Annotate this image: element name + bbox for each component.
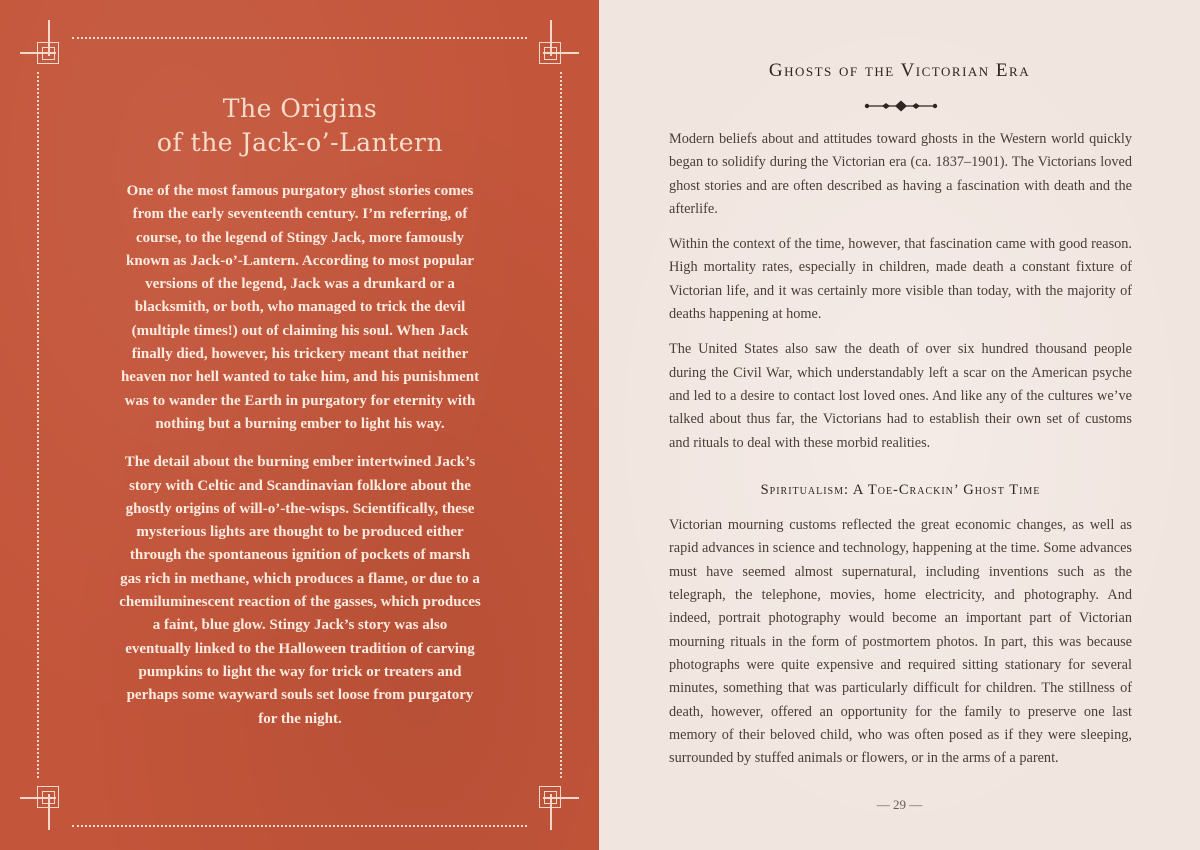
right-paragraph-4: Victorian mourning customs reflected the great economic changes, as well as rapid advances in science and technology, happening at the time. Some advances must have seemed almost supernatural, including inventions such as the telegraph, the telephone, movies, home electricity, and photography. And indeed, portrait photography would become an important part of Victorian mourning rituals in the form of postmortem photos. In part, this was because photographs were quite expensive and required sitting stationary for several minutes, something that was particularly difficult for children. The stillness of death, however, offered an opportunity for the family to preserve one last memory of their beloved child, who was often posed as if they were sleeping, surrounded by stuffed animals or flowers, or in the arms of a parent. — [669, 517, 1132, 767]
frame-stub — [550, 20, 552, 56]
frame-left-border — [37, 72, 39, 778]
left-paragraph-1: One of the most famous purgatory ghost stories comes from the early seventeenth century. I’m referring, of course, to the legend of Stingy Jack, more famously known as Jack-o’-Lantern. According to most popular versions of the legend, Jack was a drunkard or a blacksmith, or both, who managed to trick the devil (multiple times!) out of claiming his soul. When Jack finally died, however, his trickery meant that neither heaven nor hell wanted to take him, and his punishment was to wander the Earth in purgatory for eternity with nothing but a burning ember to light his way. — [120, 183, 480, 432]
frame-right-border — [560, 72, 562, 778]
page-number: — 29 — — [876, 797, 923, 812]
left-page — [0, 0, 599, 850]
frame-stub — [543, 797, 579, 799]
left-page-title — [60, 92, 540, 160]
right-paragraph-1: Modern beliefs about and attitudes toward ghosts in the Western world quickly began to solidify during the Victorian era (ca. 1837–1901). The Victorians loved ghost stories and are often described as having a fascination with death and the afterlife. — [669, 131, 1132, 217]
frame-stub — [543, 52, 579, 54]
frame-stub — [48, 794, 50, 830]
frame-top-border — [72, 37, 527, 39]
section-subheading: Spiritualism: A Toe-Crackin’ Ghost Time — [760, 481, 1041, 498]
frame-stub — [20, 52, 56, 54]
left-page-body — [118, 180, 482, 746]
right-page — [599, 0, 1200, 850]
right-page-title: Ghosts of the Victorian Era — [768, 60, 1031, 81]
ornament-divider-icon — [863, 100, 939, 112]
right-paragraph-2: Within the context of the time, however, that fascination came with good reason. High mortality rates, especially in children, made death a constant fixture of Victorian life, and it was certainly more visible than today, with the majority of deaths happening at home. — [669, 236, 1132, 323]
frame-stub — [48, 20, 50, 56]
left-page-title-line-2: of the Jack-o’-Lantern — [156, 128, 444, 157]
frame-bottom-border — [72, 825, 527, 827]
frame-stub — [550, 794, 552, 830]
frame-stub — [20, 797, 56, 799]
right-paragraph-3: The United States also saw the death of over six hundred thousand people during the Civil War, which understandably left a scar on the American psyche and led to a desire to contact lost loved ones. And like any of the cultures we’ve talked about thus far, the Victorians had to establish their own set of customs and rituals to deal with these morbid realities. — [669, 341, 1132, 451]
right-page-body — [669, 128, 1132, 782]
left-page-title-line-1: The Origins — [222, 94, 378, 123]
left-paragraph-2: The detail about the burning ember intertwined Jack’s story with Celtic and Scandinavian folklore about the ghostly origins of will-o’-the-wisps. Scientifically, these mysterious lights are thought to be produced either through the spontaneous ignition of pockets of marsh gas rich in methane, which produces a flame, or due to a chemiluminescent reaction of the gasses, which produces a faint, blue glow. Stingy Jack’s story was also eventually linked to the Halloween tradition of carving pumpkins to light the way for trick or treaters and perhaps some wayward souls set loose from purgatory for the night. — [119, 454, 481, 727]
